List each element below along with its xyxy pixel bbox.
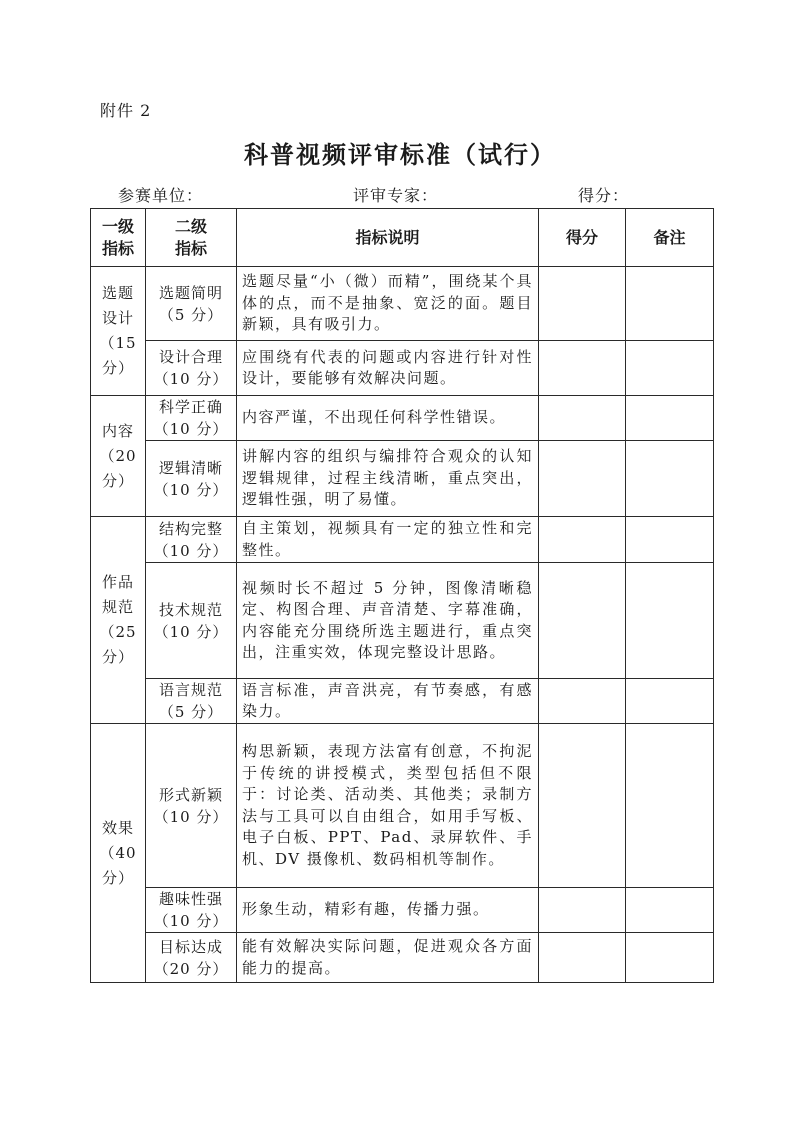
remark-cell[interactable] (626, 341, 714, 396)
score-cell[interactable] (539, 396, 626, 441)
level1-cell: 效果 （40 分） (91, 724, 146, 983)
participant-unit-label: 参赛单位： (118, 186, 204, 205)
score-cell[interactable] (539, 888, 626, 933)
score-cell[interactable] (539, 933, 626, 983)
header-level1: 一级 指标 (91, 209, 146, 267)
level2-cell: 趣味性强 （10 分） (146, 888, 237, 933)
level2-cell: 设计合理 （10 分） (146, 341, 237, 396)
criteria-table (90, 208, 714, 983)
remark-cell[interactable] (626, 679, 714, 724)
description-cell: 应围绕有代表的问题或内容进行针对性设计，要能够有效解决问题。 (237, 341, 539, 396)
header-remark: 备注 (626, 209, 714, 267)
remark-cell[interactable] (626, 517, 714, 563)
description-cell: 构思新颖，表现方法富有创意，不拘泥于传统的讲授模式，类型包括但不限于：讨论类、活动类、其他类；录制方法与工具可以自由组合，如用手写板、电子白板、PPT、Pad、录屏软件、手机、DV 摄像机、数码相机等制作。 (237, 724, 539, 888)
table-row (91, 724, 714, 888)
table-header-row (91, 209, 714, 267)
description-cell: 能有效解决实际问题，促进观众各方面能力的提高。 (237, 933, 539, 983)
review-expert-label: 评审专家： (353, 186, 439, 205)
description-cell: 语言标准，声音洪亮，有节奏感，有感染力。 (237, 679, 539, 724)
level2-cell: 语言规范 （5 分） (146, 679, 237, 724)
remark-cell[interactable] (626, 396, 714, 441)
header-score: 得分 (539, 209, 626, 267)
description-cell: 选题尽量“小（微）而精”，围绕某个具体的点，而不是抽象、宽泛的面。题目新颖，具有吸引力。 (237, 267, 539, 341)
description-cell: 讲解内容的组织与编排符合观众的认知逻辑规律，过程主线清晰，重点突出，逻辑性强，明了易懂。 (237, 441, 539, 517)
table-row (91, 563, 714, 679)
description-cell: 自主策划，视频具有一定的独立性和完整性。 (237, 517, 539, 563)
score-cell[interactable] (539, 517, 626, 563)
info-row (0, 183, 800, 205)
remark-cell[interactable] (626, 267, 714, 341)
remark-cell[interactable] (626, 441, 714, 517)
score-cell[interactable] (539, 267, 626, 341)
score-cell[interactable] (539, 724, 626, 888)
description-cell: 形象生动，精彩有趣，传播力强。 (237, 888, 539, 933)
level1-cell: 内容 （20 分） (91, 396, 146, 517)
remark-cell[interactable] (626, 724, 714, 888)
table-row (91, 933, 714, 983)
score-cell[interactable] (539, 679, 626, 724)
table-row (91, 396, 714, 441)
table-row (91, 679, 714, 724)
description-cell: 内容严谨，不出现任何科学性错误。 (237, 396, 539, 441)
level2-cell: 技术规范 （10 分） (146, 563, 237, 679)
level1-cell: 选题 设计 （15 分） (91, 267, 146, 396)
header-level2: 二级 指标 (146, 209, 237, 267)
table-row (91, 517, 714, 563)
remark-cell[interactable] (626, 563, 714, 679)
level2-cell: 形式新颖 （10 分） (146, 724, 237, 888)
total-score-label: 得分： (578, 186, 630, 205)
level2-cell: 科学正确 （10 分） (146, 396, 237, 441)
attachment-label: 附件 2 (100, 101, 152, 120)
table-row (91, 267, 714, 341)
header-description: 指标说明 (237, 209, 539, 267)
table-row (91, 441, 714, 517)
table-row (91, 341, 714, 396)
score-cell[interactable] (539, 441, 626, 517)
level2-cell: 目标达成 （20 分） (146, 933, 237, 983)
level1-cell: 作品 规范 （25 分） (91, 517, 146, 724)
page-title: 科普视频评审标准（试行） (244, 140, 556, 169)
remark-cell[interactable] (626, 888, 714, 933)
score-cell[interactable] (539, 563, 626, 679)
table-row (91, 888, 714, 933)
score-cell[interactable] (539, 341, 626, 396)
level2-cell: 结构完整 （10 分） (146, 517, 237, 563)
level2-cell: 选题简明 （5 分） (146, 267, 237, 341)
level2-cell: 逻辑清晰 （10 分） (146, 441, 237, 517)
description-cell: 视频时长不超过 5 分钟，图像清晰稳定、构图合理、声音清楚、字幕准确，内容能充分围绕所选主题进行，重点突出，注重实效，体现完整设计思路。 (237, 563, 539, 679)
remark-cell[interactable] (626, 933, 714, 983)
